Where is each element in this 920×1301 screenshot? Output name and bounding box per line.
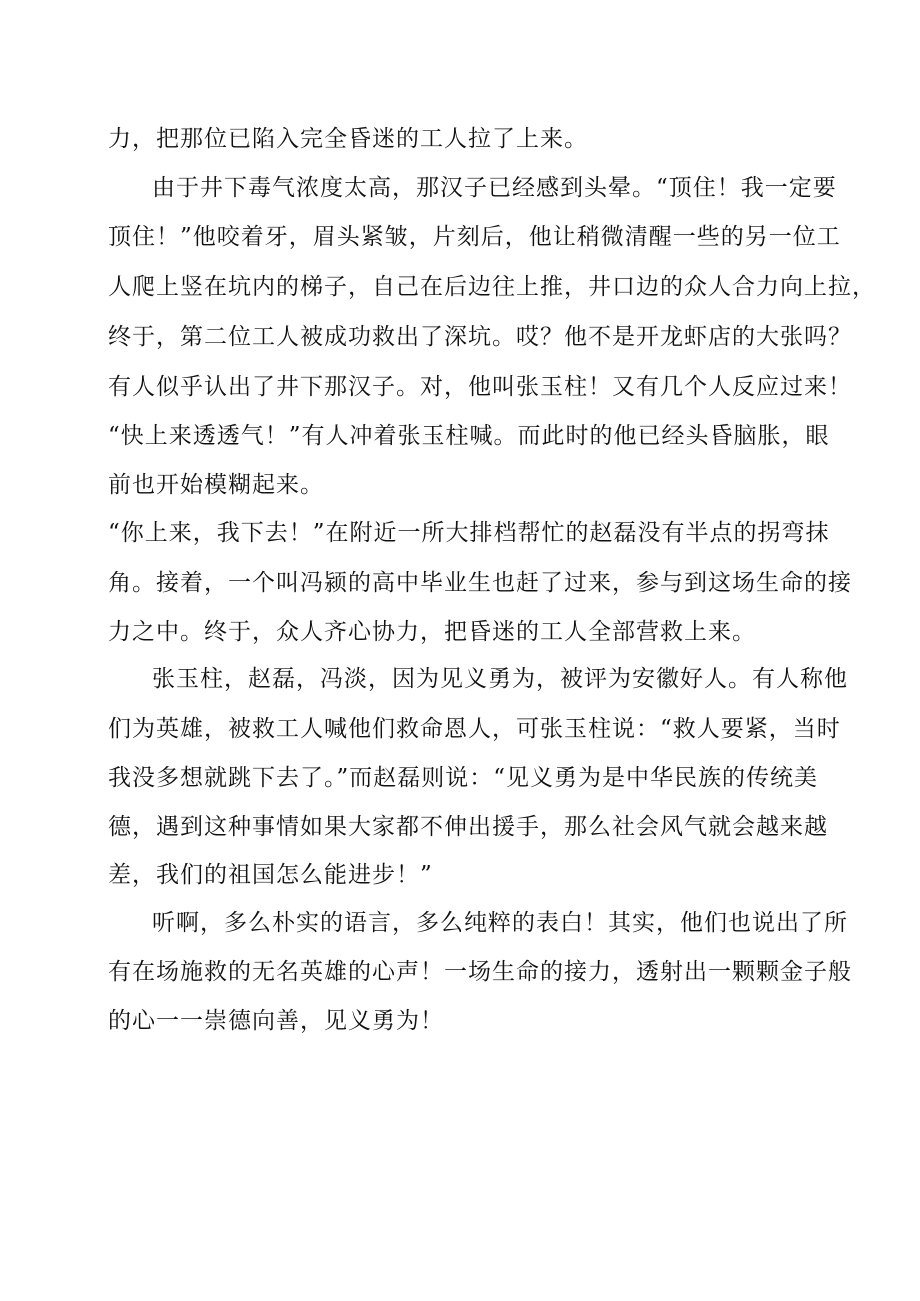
text-line: 人爬上竖在坑内的梯子，自己在后边往上推，井口边的众人合力向上拉， — [108, 274, 876, 300]
text-line: 差，我们的祖国怎么能进步！” — [108, 862, 433, 888]
text-line: 张玉柱，赵磊，冯淡，因为见义勇为，被评为安徽好人。有人称他 — [152, 666, 848, 692]
text-line: “你上来，我下去！”在附近一所大排档帮忙的赵磊没有半点的拐弯抹 — [108, 520, 830, 546]
text-line: 听啊，多么朴实的语言，多么纯粹的表白！其实，他们也说出了所 — [152, 910, 848, 936]
text-line: 顶住！”他咬着牙，眉头紧皱，片刻后，他让稍微清醒一些的另一位工 — [108, 224, 841, 250]
text-line: 由于井下毒气浓度太高，那汉子已经感到头晕。“顶住！我一定要 — [152, 175, 837, 201]
text-line: “快上来透透气！”有人冲着张玉柱喊。而此时的他已经头昏脑胀，眼 — [108, 423, 830, 449]
text-line: 我没多想就跳下去了。”而赵磊则说：“见义勇为是中华民族的传统美 — [108, 765, 819, 791]
text-line: 前也开始模糊起来。 — [108, 472, 324, 498]
text-line: 力，把那位已陷入完全昏迷的工人拉了上来。 — [108, 126, 588, 152]
text-line: 有在场施救的无名英雄的心声！一场生命的接力，透射出一颗颗金子般 — [108, 959, 852, 985]
text-line: 力之中。终于，众人齐心协力，把昏迷的工人全部营救上来。 — [108, 619, 756, 645]
text-line: 德，遇到这种事情如果大家都不伸出援手，那么社会风气就会越来越 — [108, 814, 828, 840]
text-line: 有人似乎认出了井下那汉子。对，他叫张玉柱！又有几个人反应过来！ — [108, 374, 852, 400]
text-line: 们为英雄，被救工人喊他们救命恩人，可张玉柱说：“救人要紧，当时 — [108, 716, 841, 742]
text-line: 终于，第二位工人被成功救出了深坑。哎？他不是开龙虾店的大张吗？ — [108, 324, 852, 350]
text-line: 角。接着，一个叫冯颍的高中毕业生也赶了过来，参与到这场生命的接 — [108, 570, 852, 596]
text-line: 的心一一崇德向善，见义勇为！ — [108, 1008, 444, 1034]
